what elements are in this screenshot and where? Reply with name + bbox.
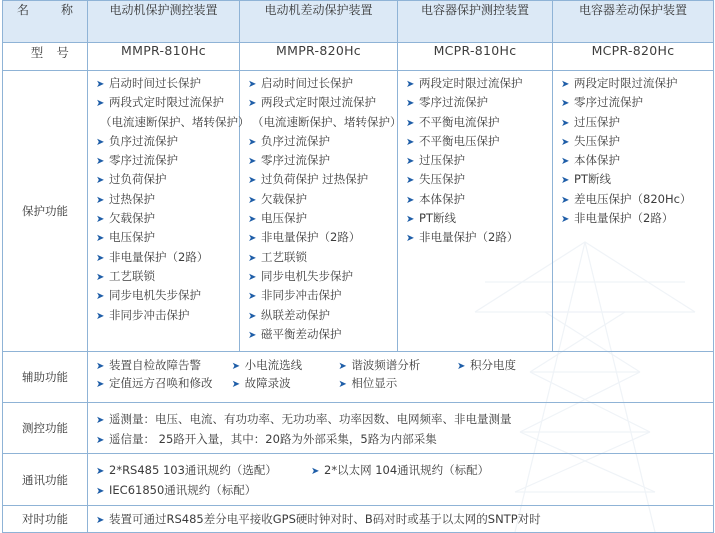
aux-item: 装置自检故障告警 [109, 358, 201, 372]
protection-item-text: PT断线 [419, 211, 456, 226]
protection-item [248, 151, 397, 170]
protection-item-text: （电流速断保护、堵转保护） [100, 114, 250, 129]
arrow-right-icon: ➤ [96, 435, 105, 446]
arrow-right-icon: ➤ [96, 214, 105, 226]
protection-item [406, 151, 552, 170]
protection-item-text: 两段定时限过流保护 [419, 76, 523, 90]
protection-item-text: 非电量保护（2路） [574, 211, 674, 226]
protection-item [406, 93, 552, 112]
protection-item-text: 过压保护 [419, 153, 465, 168]
protection-row [3, 71, 714, 352]
arrow-right-icon: ➤ [96, 252, 105, 264]
arrow-right-icon: ➤ [96, 156, 105, 168]
protection-item-text: 过热保护 [109, 191, 155, 206]
protection-item-text: 非电量保护（2路） [109, 249, 209, 264]
protection-item [96, 209, 239, 228]
arrow-right-icon: ➤ [406, 156, 415, 168]
arrow-right-icon: ➤ [248, 291, 257, 303]
arrow-right-icon: ➤ [311, 466, 320, 477]
arrow-right-icon: ➤ [406, 175, 415, 187]
protection-item [96, 190, 239, 209]
model-col4: MCPR-820Hc [553, 43, 714, 71]
arrow-right-icon: ➤ [231, 379, 241, 390]
protection-item-text: 同步电机失步保护 [261, 268, 353, 283]
arrow-right-icon: ➤ [561, 194, 570, 206]
communication-content [88, 454, 714, 506]
protection-item [96, 248, 239, 267]
model-col2: MMPR-820Hc [240, 43, 398, 71]
protection-item-text: 零序过流保护 [261, 153, 330, 168]
protection-item-text: 电压保护 [109, 230, 155, 245]
arrow-right-icon: ➤ [561, 117, 570, 129]
protection-item [248, 113, 402, 132]
protection-item [248, 228, 397, 247]
protection-item [406, 190, 552, 209]
protection-item-text: 失压保护 [419, 172, 465, 187]
model-col1: MMPR-810Hc [88, 43, 240, 71]
arrow-right-icon: ➤ [406, 214, 415, 226]
protection-item-text: 本体保护 [419, 191, 465, 206]
protection-item [96, 286, 239, 305]
protection-item-text: 失压保护 [574, 133, 620, 148]
protection-item-text: 过负荷保护 过热保护 [261, 172, 369, 187]
protection-item-text: 零序过流保护 [109, 153, 178, 168]
protection-item [406, 170, 552, 189]
arrow-right-icon: ➤ [338, 361, 347, 372]
protection-item [248, 74, 397, 93]
arrow-right-icon: ➤ [96, 233, 105, 245]
header-capacitor-protection: 电容器保护测控装置 [398, 1, 553, 43]
protection-item [561, 113, 713, 132]
protection-item [561, 209, 713, 228]
timesync-text: 装置可通过RS485差分电平接收GPS硬时钟对时、B码对时或基于以太网的SNTP对时 [109, 512, 541, 526]
arrow-right-icon: ➤ [248, 175, 257, 187]
protection-label: 保护功能 [3, 71, 88, 352]
protection-item [561, 151, 713, 170]
protection-item-text: 负序过流保护 [261, 133, 330, 148]
protection-item [561, 132, 713, 151]
model-row [3, 43, 714, 71]
arrow-right-icon: ➤ [561, 175, 570, 187]
protection-item [561, 190, 713, 209]
arrow-right-icon: ➤ [248, 252, 257, 264]
arrow-right-icon: ➤ [96, 194, 105, 206]
arrow-right-icon: ➤ [406, 117, 415, 129]
protection-item [248, 190, 397, 209]
protection-item-text: 欠载保护 [261, 191, 307, 206]
arrow-right-icon: ➤ [406, 233, 415, 245]
protection-item-text: 工艺联锁 [261, 249, 307, 264]
protection-item [96, 93, 239, 112]
auxiliary-content [88, 352, 714, 403]
protection-item [406, 113, 552, 132]
protection-item-text: 欠载保护 [109, 211, 155, 226]
arrow-right-icon: ➤ [406, 98, 415, 110]
arrow-right-icon: ➤ [406, 136, 415, 148]
arrow-right-icon: ➤ [96, 291, 105, 303]
protection-item-text: 两段式定时限过流保护 [261, 95, 376, 110]
arrow-right-icon: ➤ [456, 361, 466, 372]
arrow-right-icon: ➤ [248, 310, 257, 322]
protection-item [248, 248, 397, 267]
protection-item-text: 非同步冲击保护 [261, 288, 342, 303]
arrow-right-icon: ➤ [406, 79, 415, 90]
protection-item [96, 132, 239, 151]
communication-line-2 [96, 480, 713, 500]
ethernet-text: 2*以太网 104通讯规约（标配） [324, 463, 490, 477]
protection-item-text: 两段式定时限过流保护 [109, 95, 224, 110]
protection-col4 [553, 71, 714, 352]
aux-item: 谐波频谱分析 [351, 358, 421, 372]
protection-item-text: 启动时间过长保护 [109, 76, 201, 90]
protection-col3 [398, 71, 553, 352]
protection-item [96, 151, 239, 170]
protection-item [248, 209, 397, 228]
protection-item-text: 不平衡电流保护 [419, 114, 500, 129]
arrow-right-icon: ➤ [561, 214, 570, 226]
telesignal-text: 遥信量： 25路开入量，其中：20路为外部采集，5路为内部采集 [109, 432, 437, 446]
protection-item [406, 74, 552, 93]
arrow-right-icon: ➤ [96, 486, 105, 497]
measurement-line-2 [96, 429, 713, 449]
protection-item-text: 零序过流保护 [574, 95, 643, 110]
protection-item-text: 两段定时限过流保护 [574, 76, 678, 90]
arrow-right-icon: ➤ [96, 361, 105, 372]
protection-item [248, 132, 397, 151]
protection-item [248, 93, 397, 112]
auxiliary-label: 辅助功能 [3, 352, 88, 403]
protection-item [406, 228, 552, 247]
header-row [3, 1, 714, 43]
communication-label: 通讯功能 [3, 454, 88, 506]
protection-item-text: 磁平衡差动保护 [261, 326, 342, 341]
arrow-right-icon: ➤ [561, 79, 570, 90]
arrow-right-icon: ➤ [248, 79, 257, 90]
protection-item-text: 同步电机失步保护 [109, 288, 201, 303]
protection-item [248, 306, 397, 325]
aux-item: 故障录波 [244, 376, 291, 390]
measurement-line-1 [96, 409, 713, 429]
aux-item: 积分电度 [469, 358, 516, 372]
arrow-right-icon: ➤ [248, 194, 257, 206]
protection-item-text: 不平衡电压保护 [419, 133, 500, 148]
arrow-right-icon: ➤ [248, 233, 257, 245]
arrow-right-icon: ➤ [96, 271, 105, 283]
protection-item-text: 非同步冲击保护 [109, 307, 190, 322]
arrow-right-icon: ➤ [96, 175, 105, 187]
timesync-row [3, 506, 714, 533]
arrow-right-icon: ➤ [96, 310, 105, 322]
protection-item [406, 132, 552, 151]
protection-item [561, 170, 713, 189]
communication-line-1 [96, 460, 713, 480]
protection-item-text: 启动时间过长保护 [261, 76, 353, 90]
arrow-right-icon: ➤ [96, 136, 105, 148]
protection-item [248, 286, 397, 305]
protection-item-text: 非电量保护（2路） [261, 230, 361, 245]
arrow-right-icon: ➤ [561, 156, 570, 168]
protection-item [96, 170, 239, 189]
protection-item-text: 本体保护 [574, 153, 620, 168]
auxiliary-row [3, 352, 714, 403]
measurement-content [88, 403, 714, 454]
protection-item-text: 工艺联锁 [109, 268, 155, 283]
protection-item [561, 74, 713, 93]
timesync-content [88, 506, 714, 533]
protection-item [406, 209, 552, 228]
arrow-right-icon: ➤ [96, 515, 105, 526]
model-label: 型 号 [3, 43, 88, 71]
arrow-right-icon: ➤ [248, 136, 257, 148]
protection-item-text: （电流速断保护、堵转保护） [252, 114, 402, 129]
iec61850-text: IEC61850通讯规约（标配） [109, 483, 257, 497]
measurement-label: 测控功能 [3, 403, 88, 454]
protection-item [248, 325, 397, 344]
protection-item-text: PT断线 [574, 172, 611, 187]
arrow-right-icon: ➤ [561, 136, 570, 148]
protection-item-text: 零序过流保护 [419, 95, 488, 110]
arrow-right-icon: ➤ [248, 156, 257, 168]
arrow-right-icon: ➤ [248, 214, 257, 226]
protection-item [96, 267, 239, 286]
protection-item-text: 电压保护 [261, 211, 307, 226]
arrow-right-icon: ➤ [561, 98, 570, 110]
name-header: 名 称 [3, 1, 88, 43]
aux-item: 定值远方召唤和修改 [109, 376, 213, 390]
aux-item: 小电流选线 [244, 358, 303, 372]
arrow-right-icon: ➤ [248, 271, 257, 283]
protection-item-text: 过负荷保护 [109, 172, 167, 187]
arrow-right-icon: ➤ [96, 98, 105, 110]
telemetry-text: 遥测量：电压、电流、有功功率、无功功率、功率因数、电网频率、非电量测量 [109, 412, 512, 426]
arrow-right-icon: ➤ [96, 79, 105, 90]
arrow-right-icon: ➤ [96, 415, 105, 426]
arrow-right-icon: ➤ [248, 329, 257, 341]
protection-item [96, 74, 239, 93]
protection-col1 [88, 71, 250, 352]
auxiliary-line-2 [96, 374, 713, 392]
measurement-row [3, 403, 714, 454]
protection-item [248, 170, 397, 189]
header-motor-protection: 电动机保护测控装置 [88, 1, 240, 43]
arrow-right-icon: ➤ [248, 98, 257, 110]
auxiliary-line-1 [96, 356, 713, 374]
model-col3: MCPR-810Hc [398, 43, 553, 71]
product-spec-table [2, 0, 714, 533]
protection-item-text: 负序过流保护 [109, 133, 178, 148]
protection-item [96, 228, 239, 247]
header-motor-differential: 电动机差动保护装置 [240, 1, 398, 43]
protection-item [561, 93, 713, 112]
header-capacitor-differential: 电容器差动保护装置 [553, 1, 714, 43]
aux-item: 相位显示 [351, 376, 398, 390]
arrow-right-icon: ➤ [96, 379, 105, 390]
arrow-right-icon: ➤ [406, 194, 415, 206]
arrow-right-icon: ➤ [96, 466, 105, 477]
arrow-right-icon: ➤ [231, 361, 241, 372]
protection-item [96, 306, 239, 325]
rs485-text: 2*RS485 103通讯规约（选配） [109, 463, 277, 477]
timesync-label: 对时功能 [3, 506, 88, 533]
communication-row [3, 454, 714, 506]
protection-item-text: 过压保护 [574, 114, 620, 129]
arrow-right-icon: ➤ [338, 379, 347, 390]
protection-item-text: 纵联差动保护 [261, 307, 330, 322]
protection-item [248, 267, 397, 286]
protection-col2 [240, 71, 402, 352]
protection-item [96, 113, 250, 132]
protection-item-text: 非电量保护（2路） [419, 230, 519, 245]
protection-item-text: 差电压保护（820Hc） [574, 191, 692, 206]
